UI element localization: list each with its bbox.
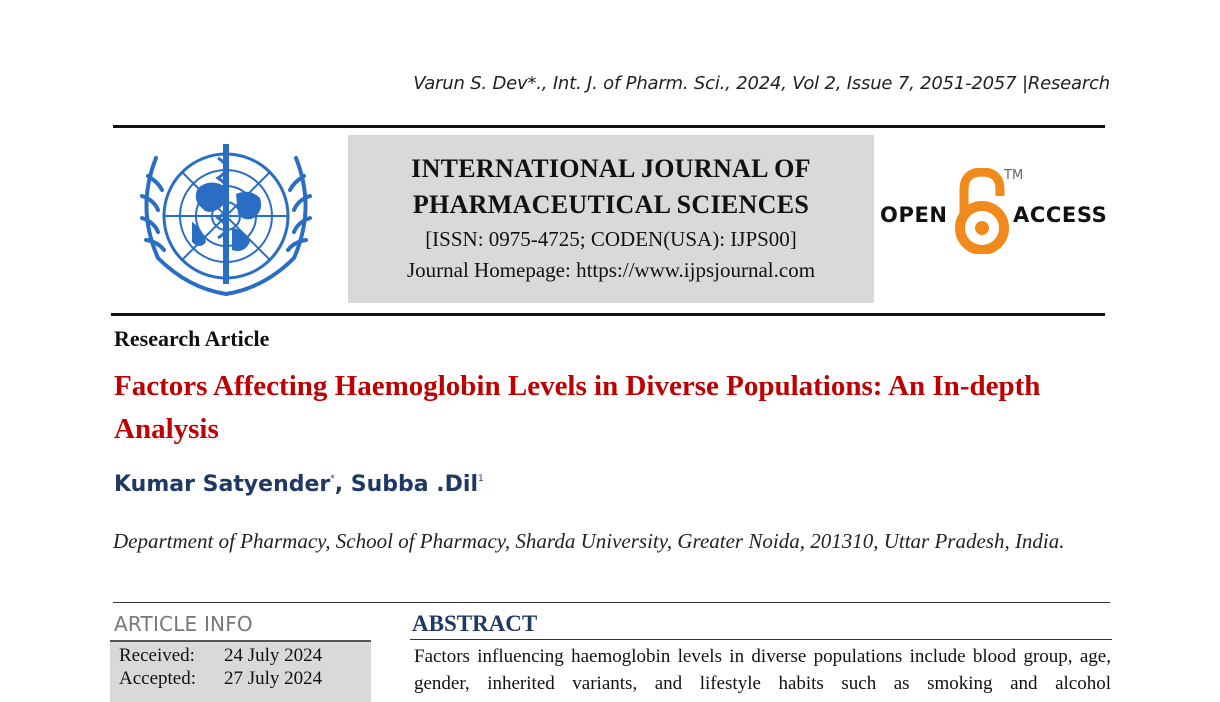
journal-issn: [ISSN: 0975-4725; CODEN(USA): IJPS00] [425,227,797,251]
section-divider [113,602,1110,603]
accepted-label: Accepted: [119,668,197,689]
article-info-heading: ARTICLE INFO [114,612,253,636]
header-bottom-rule [111,313,1105,316]
article-title: Factors Affecting Haemoglobin Levels in Diverse Populations: An In-depth Analysis [114,370,1041,445]
journal-name-line1: INTERNATIONAL JOURNAL OF [411,154,811,183]
journal-masthead [348,135,874,303]
journal-homepage: Journal Homepage: https://www.ijpsjournal.com [406,258,816,282]
abstract-rule [410,639,1112,640]
open-access-word-access: ACCESS [1013,203,1108,227]
received-date: 24 July 2024 [224,645,323,666]
received-row [119,645,322,667]
trademark-mark: TM [1004,168,1024,183]
author-name: Kumar Satyender [114,472,331,497]
corresponding-author-mark: * [330,474,335,484]
open-access-logo [880,168,1110,254]
author-list [114,472,484,497]
open-access-word-open: OPEN [880,203,948,227]
author-affiliation: Department of Pharmacy, School of Pharmacy, Sharda University, Greater Noida, 201310, Uttar Pradesh, India. [113,529,1065,553]
journal-name-line2: PHARMACEUTICAL SCIENCES [412,190,810,219]
article-type: Research Article [114,326,270,351]
abstract-heading: ABSTRACT [412,611,538,636]
author-name: Subba .Dil [350,472,479,497]
abstract-line: Factors influencing haemoglobin levels in diverse populations include blood group, age, [414,646,1111,667]
abstract-text [414,643,1111,697]
abstract-line: gender, inherited variants, and lifestyle habits such as smoking and alcohol [414,673,1111,694]
article-info-box [110,642,371,702]
header-top-rule [113,125,1105,128]
accepted-row [119,668,322,690]
running-header: Varun S. Dev*., Int. J. of Pharm. Sci., 2024, Vol 2, Issue 7, 2051-2057 |Research [413,73,1110,94]
who-emblem-icon [128,138,324,306]
received-label: Received: [119,645,195,666]
affiliation-mark: 1 [478,474,484,484]
accepted-date: 27 July 2024 [224,668,323,689]
journal-name [348,151,874,223]
author-separator: , [334,472,351,497]
